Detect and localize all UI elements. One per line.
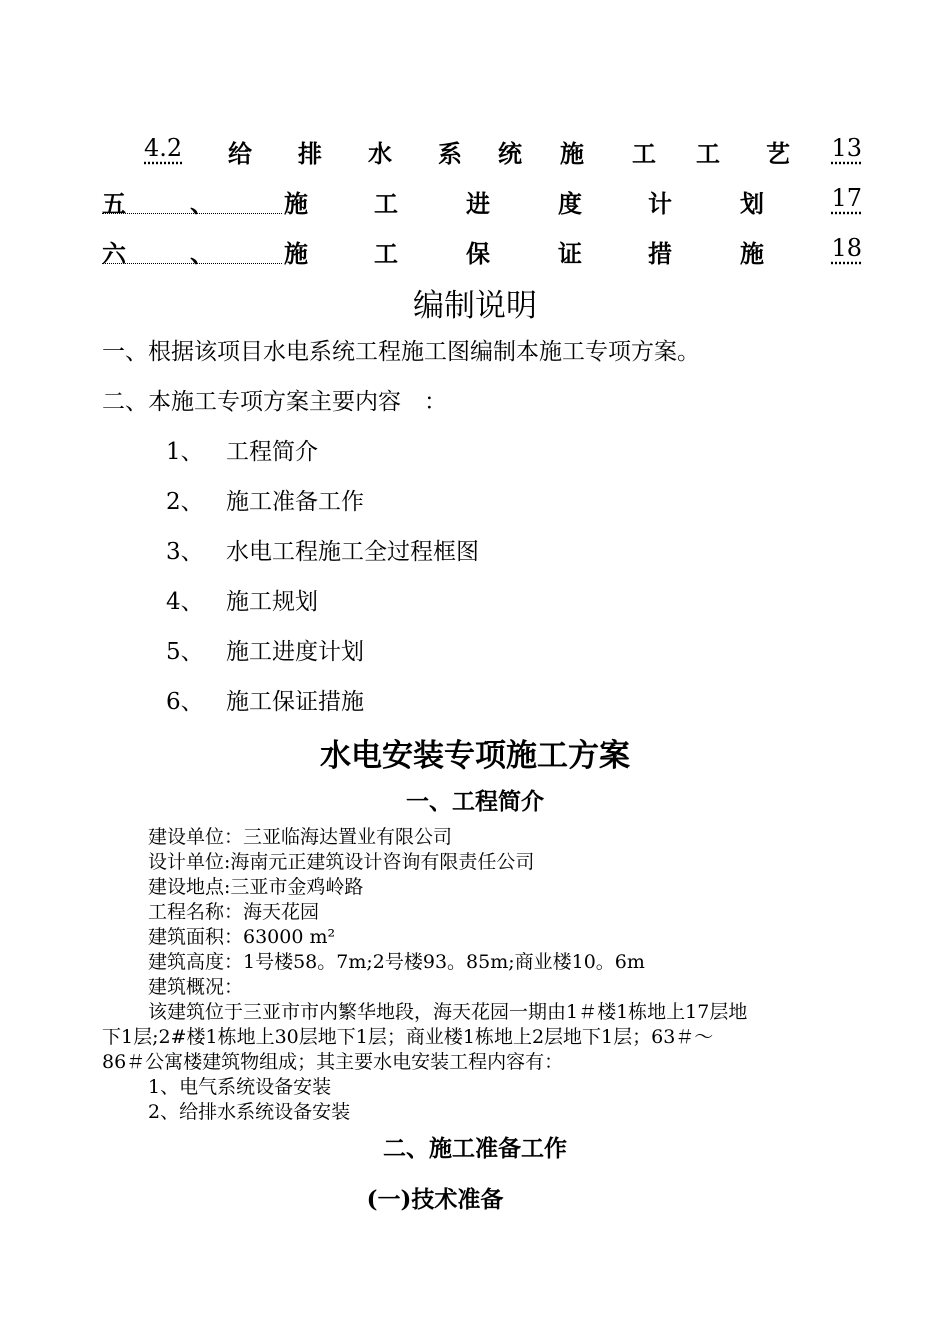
list-item-number: 5、 [166,639,204,665]
info-line-area: 建筑面积：63000 m² [148,926,336,948]
toc-char: 工 [374,189,398,218]
notes-paragraph-1: 一、根据该项目水电系统工程施工图编制本施工专项方案。 [102,339,700,365]
list-item [166,433,318,466]
list-item-number: 4、 [166,589,204,615]
toc-row-5[interactable] [102,180,862,220]
toc-char: 计 [648,189,672,218]
toc-char: 度 [558,189,582,218]
list-item [166,583,318,616]
toc-char: 水 [368,139,392,168]
info-line-location: 建设地点:三亚市金鸡岭路 [148,876,364,898]
toc-number: 六 [102,239,126,268]
subsection-heading: (一)技术准备 [366,1186,504,1213]
toc-row-6[interactable] [102,230,862,270]
toc-char: 保 [466,239,490,268]
list-item [166,533,479,566]
toc-char: 措 [648,239,672,268]
toc-char: 施 [740,239,764,268]
toc-row-4-2[interactable] [102,130,862,170]
toc-char: 系 [438,139,462,168]
toc-char: 施 [284,189,308,218]
toc-char: 证 [558,239,582,268]
list-item-number: 6、 [166,689,204,715]
toc-separator: 、 [190,189,214,218]
toc-char: 给 [228,139,252,168]
toc-separator: 、 [190,239,214,268]
scope-item: 1、电气系统设备安装 [148,1076,332,1098]
toc-char: 统 [498,139,522,168]
document-title: 水电安装专项施工方案 [320,738,630,774]
toc-page-number: 17 [831,184,862,212]
list-item-text: 施工进度计划 [226,639,364,665]
list-item-text: 施工保证措施 [226,689,364,715]
list-item-number: 3、 [166,539,204,565]
toc-char: 工 [374,239,398,268]
list-item-text: 施工规划 [226,589,318,615]
toc-number: 五 [102,189,126,218]
list-item-text: 施工准备工作 [226,489,364,515]
list-item [166,633,364,666]
info-line-height: 建筑高度：1号楼58。7m;2号楼93。85m;商业楼10。6m [148,951,645,973]
list-item-number: 1、 [166,439,204,465]
toc-char: 工 [632,139,656,168]
toc-leader-dots [102,263,282,264]
scope-item: 2、给排水系统设备安装 [148,1101,351,1123]
toc-page-number: 18 [831,234,862,262]
info-line-design-unit: 设计单位:海南元正建筑设计咨询有限责任公司 [148,851,535,873]
toc-page-number: 13 [831,134,862,162]
overview-paragraph-line-2: 下1层;2#楼1栋地上30层地下1层；商业楼1栋地上2层地下1层；63＃～ [102,1026,714,1048]
toc-char: 进 [466,189,490,218]
notes-paragraph-2: 二、本施工专项方案主要内容 ： [102,389,447,415]
toc-char: 艺 [766,139,790,168]
section-heading: 一、工程简介 [406,788,544,815]
list-item-number: 2、 [166,489,204,515]
section-heading: 二、施工准备工作 [383,1135,567,1162]
notes-title: 编制说明 [413,288,537,324]
toc-char: 排 [298,139,322,168]
toc-number: 4.2 [144,134,183,162]
toc-char: 工 [696,139,720,168]
toc-char: 划 [740,189,764,218]
list-item [166,683,364,716]
overview-paragraph-line-1: 该建筑位于三亚市市内繁华地段，海天花园一期由1＃楼1栋地上17层地 [148,1001,748,1023]
list-item-text: 水电工程施工全过程框图 [226,539,479,565]
info-line-project-name: 工程名称：海天花园 [148,901,320,923]
info-line-overview-label: 建筑概况： [148,976,244,998]
list-item-text: 工程简介 [226,439,318,465]
toc-leader-dots [102,213,282,214]
overview-paragraph-line-3: 86＃公寓楼建筑物组成；其主要水电安装工程内容有： [102,1051,564,1073]
toc-char: 施 [560,139,584,168]
list-item [166,483,364,516]
info-line-construction-unit: 建设单位：三亚临海达置业有限公司 [148,826,453,848]
toc-char: 施 [284,239,308,268]
